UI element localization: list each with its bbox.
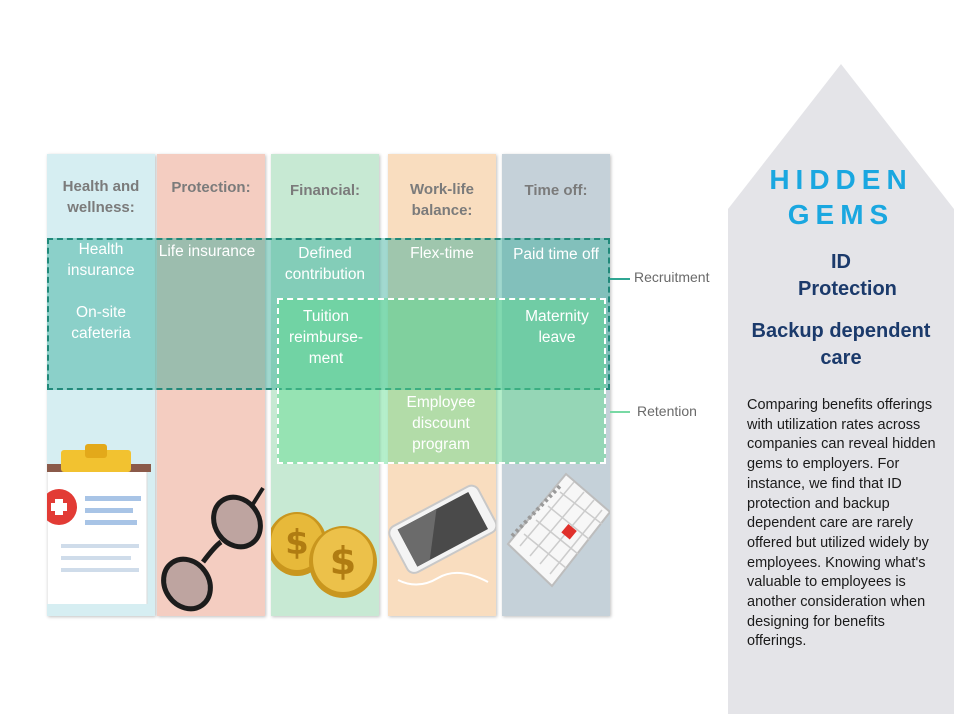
benefit-employee-discount: Employee discount program [406,394,476,453]
benefit-life-insurance: Life insurance [158,243,256,260]
gem-id-protection: ID Protection [798,251,897,300]
hidden-gems-title-line2: GEMS [787,199,895,230]
benefit-health-insurance: Health insurance [67,241,135,279]
column-header-worklife: Work-life balance: [410,181,474,219]
column-header-timeoff: Time off: [524,182,588,199]
column-header-financial: Financial: [289,182,360,199]
gem-backup-dependent-care: Backup dependent care [751,320,931,369]
svg-text:$: $ [329,539,357,583]
svg-text:$: $ [285,523,309,563]
calendar-icon [502,464,610,604]
benefit-tuition-reimbursement: Tuition reimburse-ment [288,308,364,367]
column-header-protection: Protection: [171,179,251,196]
recruitment-marker [610,278,630,280]
hidden-gems-description: Comparing benefits offerings with utilization rates across companies can reveal hidden gems to employers. For instance, we find that ID protection and backup dependent care are rarely offered but utilized widely by employees. Knowing what's valuable to employees is another consideration when designing for benefits offerings. [747,397,936,650]
gold-coins-icon [271,506,379,616]
column-header-health: Health and wellness: [62,178,140,216]
recruitment-label: Recruitment [634,269,710,285]
smartphone-icon [388,482,496,592]
benefit-paid-time-off: Paid time off [513,246,599,263]
eyeglasses-icon [157,484,265,614]
benefit-maternity-leave: Maternity leave [525,308,589,346]
retention-label: Retention [637,403,697,419]
benefit-defined-contribution: Defined contribution [284,245,366,283]
benefit-flex-time: Flex-time [410,245,474,262]
hidden-gems-title-line1: HIDDEN [769,164,913,195]
benefit-onsite-cafeteria: On-site cafeteria [71,304,131,342]
retention-marker [610,411,630,413]
clipboard-medical-icon [47,444,155,604]
